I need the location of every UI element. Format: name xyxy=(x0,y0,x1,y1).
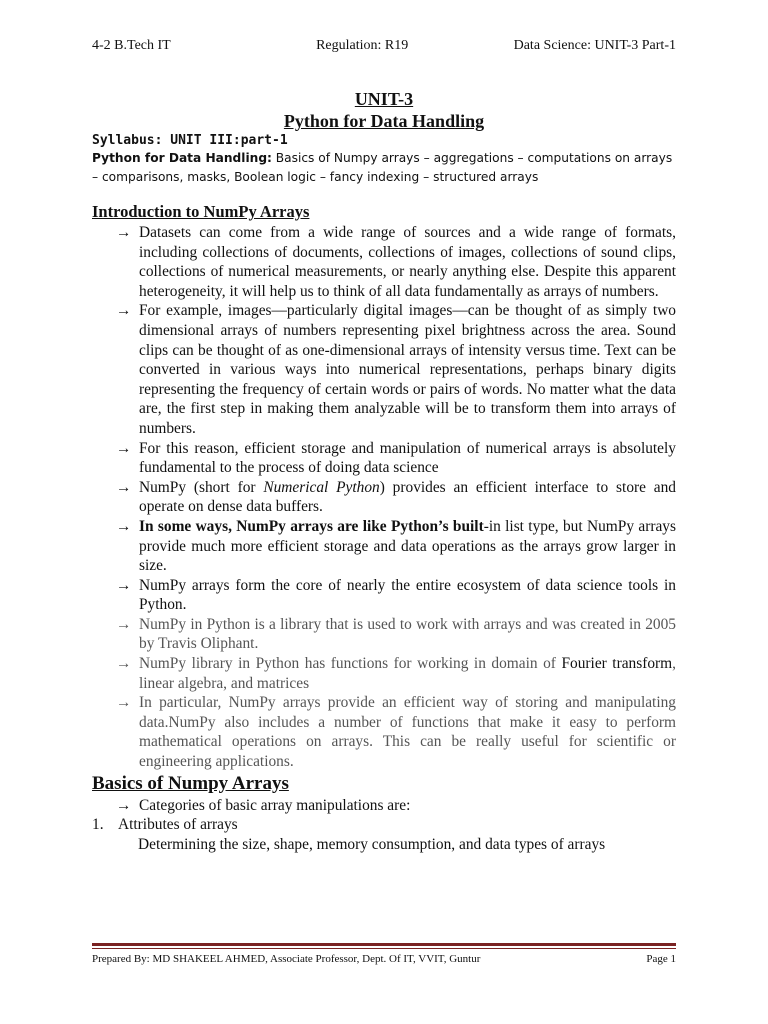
bullet-emphasis: Numerical Python xyxy=(263,478,380,496)
list-item xyxy=(116,693,676,771)
header-course: 4-2 B.Tech IT xyxy=(92,38,171,53)
header-subject: Data Science: UNIT-3 Part-1 xyxy=(513,38,676,53)
title-block xyxy=(0,88,768,132)
syllabus-label: Python for Data Handling: xyxy=(92,151,272,165)
list-item xyxy=(116,439,676,478)
bullet-term: Fourier transform xyxy=(561,655,673,673)
bullet-text: , linear algebra, and matrices xyxy=(139,655,676,692)
main-content xyxy=(92,201,676,854)
arrow-icon: → xyxy=(116,224,132,241)
list-item xyxy=(116,517,676,576)
arrow-icon: → xyxy=(116,439,132,457)
arrow-icon: → xyxy=(116,655,132,673)
list-item xyxy=(116,301,676,438)
header-regulation: Regulation: R19 xyxy=(316,38,409,53)
list-item xyxy=(116,478,676,517)
page-number: Page 1 xyxy=(646,953,676,965)
bullet-bold: In some ways, NumPy arrays are like Python’s built xyxy=(139,517,484,535)
intro-list xyxy=(92,223,676,772)
arrow-icon: → xyxy=(116,478,132,496)
bullet-text: For this reason, efficient storage and manipulation of numerical arrays is absolutely fundamental to the process of doing data science xyxy=(139,439,676,477)
arrow-icon: → xyxy=(116,694,132,712)
bullet-text: In particular, NumPy arrays provide an efficient way of storing and manipulating data.NumPy also includes a number of functions that make it easy to perform mathematical operations on arrays. This can be really useful for scientific or engineering applications. xyxy=(139,694,676,771)
list-item xyxy=(116,654,676,693)
syllabus xyxy=(92,133,676,187)
bullet-text: NumPy arrays form the core of nearly the entire ecosystem of data science tools in Python. xyxy=(139,576,676,614)
footer-divider xyxy=(92,943,676,946)
item-label: Attributes of arrays xyxy=(118,816,238,834)
item-number: 1. xyxy=(92,816,104,834)
page-title: Python for Data Handling xyxy=(283,111,485,131)
basics-list xyxy=(92,796,676,816)
syllabus-heading: Syllabus: UNIT III:part-1 xyxy=(92,133,288,148)
page-footer xyxy=(92,952,676,966)
section-heading-basics: Basics of Numpy Arrays xyxy=(92,772,289,794)
bullet-text: NumPy in Python is a library that is used to work with arrays and was created in 2005 by Travis Oliphant. xyxy=(139,615,676,653)
numbered-item xyxy=(92,815,676,835)
bullet-text: ) provides an efficient interface to store and operate on dense data buffers. xyxy=(139,478,677,516)
section-heading-intro: Introduction to NumPy Arrays xyxy=(92,202,310,221)
list-item xyxy=(116,576,676,615)
bullet-text: Categories of basic array manipulations are: xyxy=(139,796,411,814)
arrow-icon: → xyxy=(116,302,132,320)
bullet-text: Datasets can come from a wide range of sources and a wide range of formats, including collections of documents, collections of images, collections of sound clips, collections of numerical measurements, or nearly anything else. Despite this apparent heterogeneity, it will help us to think of all data fundamentally as arrays of numbers. xyxy=(139,224,676,300)
list-item xyxy=(116,223,676,301)
arrow-icon: → xyxy=(116,517,132,535)
item-description: Determining the size, shape, memory consumption, and data types of arrays xyxy=(138,835,606,853)
bullet-text: For example, images—particularly digital images—can be thought of as simply two dimensional arrays of numbers representing pixel brightness across the area. Sound clips can be thought of as one-dimensional arrays of intensity versus time. Text can be converted in various ways into numerical representations, perhaps binary digits representing the frequency of certain words or pairs of words. No matter what the data are, the first step in making them analyzable will be to transform them into arrays of numbers. xyxy=(139,302,676,437)
syllabus-topics: Basics of Numpy arrays – aggregations – computations on arrays – comparisons, masks, Boolean logic – fancy indexing – structured arrays xyxy=(92,151,673,184)
arrow-icon: → xyxy=(116,796,132,814)
unit-title: UNIT-3 xyxy=(354,89,414,109)
footer-divider-thin xyxy=(92,948,676,949)
bullet-text: NumPy library in Python has functions for working in domain of xyxy=(139,655,562,673)
footer-author: Prepared By: MD SHAKEEL AHMED, Associate Professor, Dept. Of IT, VVIT, Guntur xyxy=(92,953,481,965)
list-item xyxy=(116,796,676,816)
bullet-text: NumPy (short for xyxy=(139,478,264,496)
page-header xyxy=(92,38,676,54)
syllabus-text xyxy=(92,149,676,187)
arrow-icon: → xyxy=(116,576,132,594)
bullet-text: -in list type, but NumPy arrays provide much more efficient storage and data operations as the arrays grow larger in size. xyxy=(139,517,676,575)
arrow-icon: → xyxy=(116,615,132,633)
list-item xyxy=(116,615,676,654)
